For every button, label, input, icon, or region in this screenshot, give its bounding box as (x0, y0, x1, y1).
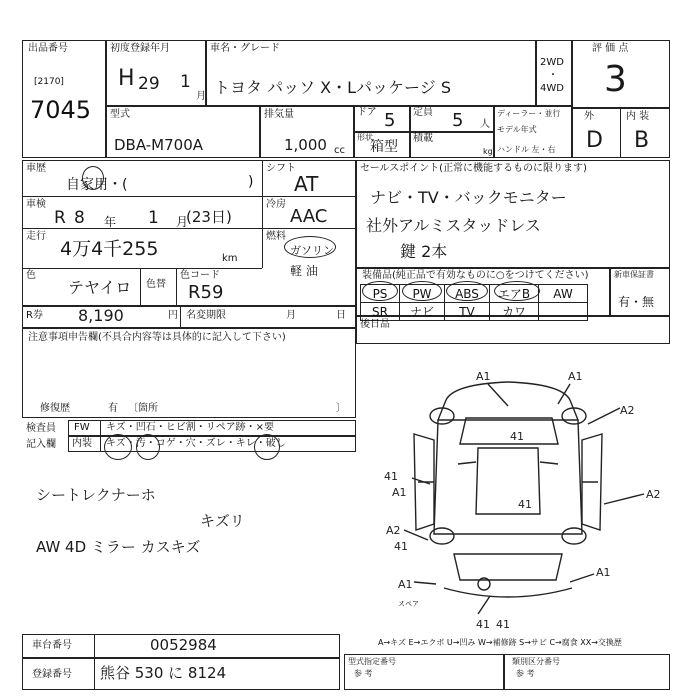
mark-hood: 41 (510, 430, 524, 443)
year-unit: 年 (104, 215, 117, 229)
equipment-title: 装備品(純正品で有効なものに○をつけてください) (362, 270, 589, 281)
first-reg-month: 1 (180, 72, 191, 92)
model-label: 型式 (110, 109, 130, 120)
door-label: ドア (357, 107, 377, 118)
spare-label: スペア (398, 600, 419, 608)
mark-rear-center: 41 (496, 618, 510, 630)
int-circle-1 (104, 434, 132, 460)
notes-title: 注意事項申告欄(不具合内容等は具体的に記入して下さい) (28, 332, 286, 343)
equip-pw: PW (400, 285, 445, 303)
legend: A→キズ E→エクボ U→凹み W→補修跡 S→サビ C→腐食 XX→交換歴 (378, 638, 622, 647)
reg-value: 熊谷 530 に 8124 (100, 664, 227, 682)
fw-vline (100, 420, 101, 452)
color-change-label: 色替 (146, 279, 166, 290)
airbag-circle (494, 281, 540, 301)
mark-left-door: A1 (392, 486, 407, 499)
recycle-value: 8,190 (78, 306, 124, 325)
capacity-value: 5 (452, 110, 464, 131)
name-change-month: 月 (286, 310, 296, 321)
ac-line (262, 228, 356, 229)
recycle-label: R券 (26, 310, 43, 321)
mark-rear: 41 (476, 618, 490, 630)
mark-roof: 41 (518, 498, 532, 511)
later-label: 後日品 (360, 319, 390, 330)
color-code-value: R59 (188, 282, 224, 303)
int-items: キズ・汚・コゲ・穴・ズレ・キレ・破し (106, 438, 286, 449)
color-label: 色 (26, 270, 36, 281)
mark-left-rear: A2 (386, 524, 401, 537)
handwritten-note-3: AW 4D ミラー カスキズ (36, 538, 201, 556)
details-line3 (22, 268, 262, 269)
equip-navi: ナビ (400, 303, 445, 321)
use-circle (82, 166, 104, 190)
shape-label: 形状 (357, 133, 373, 142)
reg-label: 登録番号 (32, 669, 72, 680)
damage-diagram (358, 344, 670, 630)
ext-value: D (586, 128, 603, 153)
yen-unit: 円 (168, 310, 178, 321)
inspection-label: 車検 (26, 199, 46, 210)
lot-label: 出品番号 (28, 43, 68, 54)
new-car-label: 新車保証書 (614, 270, 654, 279)
fuel-light: 軽 油 (290, 264, 318, 278)
fuel-circle (284, 236, 336, 258)
ac-label: 冷房 (266, 199, 286, 210)
int-circle-2 (136, 434, 160, 460)
drive-dot: ・ (548, 70, 558, 81)
km-unit: km (222, 253, 238, 264)
lot-number: 7045 (30, 96, 92, 124)
inspection-month: 1 (148, 208, 159, 228)
fuel-value: ガソリン (290, 244, 334, 257)
mark-front-left: A1 (476, 370, 491, 383)
ext-label: 外 (584, 111, 594, 122)
mark-left-front: 41 (384, 470, 398, 483)
lot-code: [2170] (34, 77, 64, 87)
int-label: 内 装 (626, 111, 650, 122)
reg-vline (94, 658, 95, 690)
chassis-vline (94, 634, 95, 658)
handwritten-note-1: シートレクナーホ (36, 486, 156, 504)
shape-value: 箱型 (370, 139, 398, 155)
ref1: 参 考 (354, 669, 373, 678)
fw-items: キズ・凹石・ヒビ割・リペア跡・×要 (106, 422, 274, 433)
ref2: 参 考 (516, 669, 535, 678)
details-vline (262, 160, 263, 268)
equip-abs: ABS (445, 285, 490, 303)
displacement-label: 排気量 (264, 109, 294, 120)
sales-line2: 社外アルミスタッドレス (366, 216, 541, 235)
shift-value: AT (294, 172, 319, 196)
mark-rear-right: A1 (596, 566, 611, 579)
ac-value: AAC (290, 206, 328, 227)
month-unit: 月 (196, 91, 206, 102)
new-car-value: 有・無 (618, 295, 655, 309)
capacity-unit: 人 (480, 119, 490, 130)
sales-line3: 鍵 2本 (400, 242, 448, 261)
equip-aw: AW (539, 285, 588, 303)
abs-circle (446, 281, 488, 301)
color-vline1 (140, 268, 141, 306)
int-circle-3 (254, 434, 280, 460)
use-value: 自家用・( (66, 177, 128, 193)
capacity-label: 定員 (413, 107, 433, 118)
kg-unit: kg (483, 147, 493, 156)
mark-rear-left: A1 (398, 578, 413, 591)
mark-right-door: A2 (646, 488, 661, 501)
inspection-month-unit: 月 (176, 215, 189, 229)
model-value: DBA-M700A (114, 136, 204, 154)
use-label: 車歴 (26, 163, 46, 174)
repair-close: 〕 (336, 403, 346, 414)
color-value: テヤイロ (68, 278, 132, 297)
int-value: B (634, 128, 650, 153)
equip-sr: SR (361, 303, 400, 321)
chassis-label: 車台番号 (32, 640, 72, 651)
drive-4wd: 4WD (540, 83, 564, 94)
score-label: 評 価 点 (592, 43, 629, 54)
name-change-label: 名変期限 (186, 310, 226, 321)
shift-line (262, 196, 356, 197)
mark-left-rear2: 41 (394, 540, 408, 553)
fuel-label: 燃料 (266, 231, 286, 242)
name-change-day: 日 (336, 310, 346, 321)
repair-place: 〔箇所 (128, 403, 158, 414)
color-vline2 (176, 268, 177, 306)
first-reg-year: 29 (138, 74, 160, 94)
displacement-value: 1,000 (284, 136, 327, 154)
mark-front-corner: A2 (620, 404, 635, 417)
inspect-label: 検査員 (26, 423, 56, 434)
inspection-year: 8 (74, 208, 85, 228)
fw-label: FW (74, 422, 90, 433)
sales-title: セールスポイント(正常に機能するものに限ります) (360, 163, 587, 174)
use-close: ) (248, 174, 254, 190)
repair-value: 有 (108, 403, 118, 414)
drive-2wd: 2WD (540, 57, 564, 68)
model-year-label: モデル年式 (497, 125, 537, 134)
car-name: トヨタ パッソ X・Lパッケージ S (214, 78, 451, 97)
ext-int-divider (620, 108, 621, 158)
color-code-label: 色コード (180, 270, 220, 281)
cc-unit: cc (334, 145, 345, 156)
later-box (356, 316, 670, 344)
score-value: 3 (604, 59, 627, 100)
recycle-vline (180, 306, 181, 328)
shift-label: シフト (266, 163, 296, 174)
equip-tv: TV (445, 303, 490, 321)
ps-circle (362, 281, 398, 301)
car-name-label: 車名・グレード (210, 43, 280, 54)
class-label: 類別区分番号 (512, 657, 560, 666)
equip-airbag: エアB (490, 285, 539, 303)
mileage-label: 走行 (26, 231, 46, 242)
repair-label: 修復歴 (40, 403, 70, 414)
int-row-label: 内装 (72, 438, 92, 449)
inspection-era: R (54, 208, 66, 228)
door-value: 5 (384, 110, 396, 131)
first-reg-label: 初度登録年月 (110, 43, 170, 54)
sales-line1: ナビ・TV・バックモニター (370, 188, 567, 207)
dealer-label: ディーラー・並行 (497, 109, 561, 118)
load-label: 積載 (413, 133, 433, 144)
details-line1 (22, 196, 262, 197)
first-reg-era: H (118, 66, 135, 91)
handle-label: ハンドル 左・右 (497, 145, 556, 154)
equip-leather: カワ (490, 303, 539, 321)
handwritten-note-2: キズリ (200, 512, 245, 530)
record-label: 記入欄 (26, 439, 56, 450)
pw-circle (402, 281, 442, 301)
equip-ps: PS (361, 285, 400, 303)
details-line2 (22, 228, 262, 229)
mark-front-right: A1 (568, 370, 583, 383)
type-label: 型式指定番号 (348, 657, 396, 666)
mileage-value: 4万4千255 (60, 238, 159, 260)
chassis-value: 0052984 (150, 636, 217, 654)
inspection-day: (23日) (186, 208, 232, 226)
